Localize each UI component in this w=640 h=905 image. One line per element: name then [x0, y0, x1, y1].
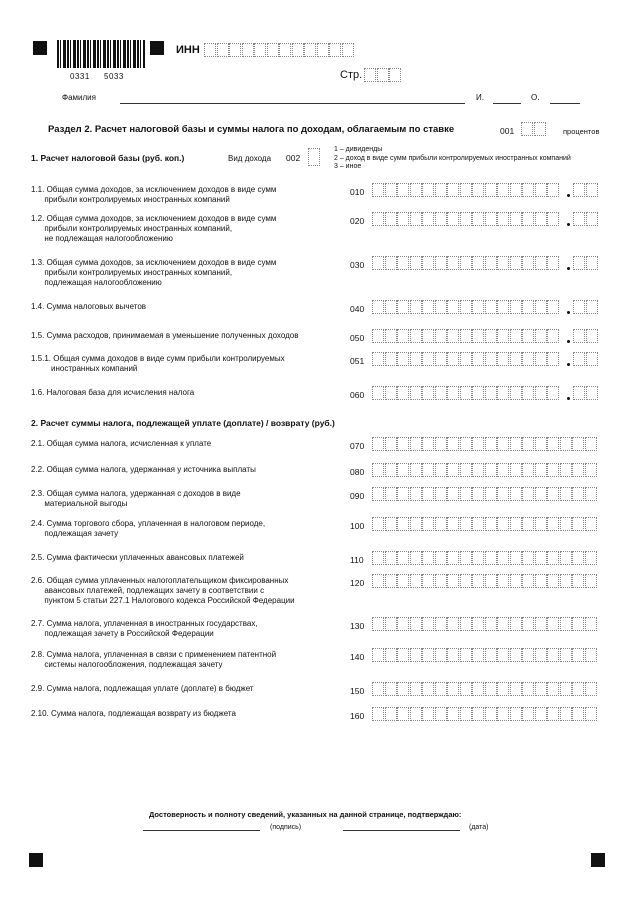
legend-item-3: 3 – иное [334, 163, 362, 170]
part2-row-amount-cells[interactable] [372, 617, 597, 631]
legend-item-1: 1 – дивиденды [334, 146, 383, 153]
date-field[interactable] [343, 830, 460, 831]
part2-row-code: 100 [350, 521, 365, 531]
part2-row-code: 150 [350, 686, 365, 696]
rate-code: 001 [500, 126, 515, 136]
inn-label: ИНН [176, 44, 200, 56]
legend-item-2: 2 – доход в виде сумм прибыли контролируемых иностранных компаний [334, 154, 571, 162]
part1-row-kopecks-cells[interactable] [573, 300, 598, 314]
part2-row-amount-cells[interactable] [372, 574, 597, 588]
part2-row-code: 130 [350, 621, 365, 631]
decimal-point [567, 340, 570, 343]
part1-row-amount-cells[interactable] [372, 212, 560, 226]
signature-label: (подпись) [270, 824, 302, 831]
part2-row-code: 160 [350, 711, 365, 721]
part2-row-label: 2.9. Сумма налога, подлежащая уплате (доплате) в бюджет [31, 684, 254, 693]
corner-marker-bottom-right [591, 853, 605, 867]
decimal-point [567, 223, 570, 226]
barcode-number-right: 5033 [104, 72, 124, 81]
part2-row-label: 2.3. Общая сумма налога, удержанная с доходов в виде материальной выгоды [31, 489, 241, 508]
part1-title: 1. Расчет налоговой базы (руб. коп.) [31, 153, 185, 163]
part2-row-label: 2.6. Общая сумма уплаченных налогоплательщиком фиксированных авансовых платежей, подлежащих зачету в соответствии с пунктом 5 статьи 227.1 Налогового кодекса Российской Федерации [31, 576, 295, 605]
part1-row-kopecks-cells[interactable] [573, 329, 598, 343]
part2-row-amount-cells[interactable] [372, 517, 597, 531]
part1-row-code: 051 [350, 356, 365, 366]
section-title: Раздел 2. Расчет налоговой базы и суммы налога по доходам, облагаемым по ставке [48, 124, 455, 135]
part2-row-label: 2.10. Сумма налога, подлежащая возврату из бюджета [31, 709, 236, 718]
part1-row-kopecks-cells[interactable] [573, 183, 598, 197]
part1-row-amount-cells[interactable] [372, 300, 560, 314]
part1-row-code: 030 [350, 260, 365, 270]
income-type-cell[interactable] [308, 148, 321, 166]
part1-row-label: 1.6. Налоговая база для исчисления налога [31, 388, 195, 397]
part1-row-code: 060 [350, 390, 365, 400]
part1-row-amount-cells[interactable] [372, 256, 560, 270]
date-label: (дата) [469, 824, 489, 831]
decimal-point [567, 363, 570, 366]
part2-row-amount-cells[interactable] [372, 487, 597, 501]
part2-title: 2. Расчет суммы налога, подлежащей уплате (доплате) / возврату (руб.) [31, 418, 335, 428]
income-type-label: Вид дохода [228, 154, 272, 163]
page-label: Стр. [340, 69, 363, 81]
barcode-number-left: 0331 [70, 72, 90, 81]
initial-i-label: И. [476, 93, 484, 102]
decimal-point [567, 194, 570, 197]
rate-cells[interactable] [521, 122, 546, 136]
rate-unit: процентов [563, 127, 600, 136]
part1-row-code: 010 [350, 187, 365, 197]
part1-row-kopecks-cells[interactable] [573, 256, 598, 270]
part2-row-amount-cells[interactable] [372, 551, 597, 565]
corner-marker-bottom-left [29, 853, 43, 867]
income-type-legend [334, 146, 571, 172]
part2-row-code: 120 [350, 578, 365, 588]
part2-row-label: 2.5. Сумма фактически уплаченных авансовых платежей [31, 553, 244, 562]
decimal-point [567, 267, 570, 270]
barcode [57, 40, 145, 68]
part2-row-amount-cells[interactable] [372, 437, 597, 451]
part2-row-code: 070 [350, 441, 365, 451]
decimal-point [567, 397, 570, 400]
part1-row-kopecks-cells[interactable] [573, 212, 598, 226]
initial-i-field[interactable] [493, 103, 521, 104]
part2-row-amount-cells[interactable] [372, 707, 597, 721]
part1-row-amount-cells[interactable] [372, 352, 560, 366]
part2-row-code: 090 [350, 491, 365, 501]
part2-row-label: 2.1. Общая сумма налога, исчисленная к уплате [31, 439, 212, 448]
part1-row-label: 1.1. Общая сумма доходов, за исключением доходов в виде сумм прибыли контролируемых иностранных компаний [31, 185, 277, 204]
part2-row-amount-cells[interactable] [372, 682, 597, 696]
initial-o-field[interactable] [550, 103, 580, 104]
part2-row-label: 2.2. Общая сумма налога, удержанная у источника выплаты [31, 465, 256, 474]
inn-cells[interactable] [204, 43, 354, 57]
part1-row-label: 1.2. Общая сумма доходов, за исключением доходов в виде сумм прибыли контролируемых иностранных компаний, не подлежащая налогообложению [31, 214, 277, 243]
part2-row-amount-cells[interactable] [372, 463, 597, 477]
part2-row-label: 2.8. Сумма налога, уплаченная в связи с применением патентной системы налогообложения, подлежащая зачету [31, 650, 277, 669]
part1-row-label: 1.4. Сумма налоговых вычетов [31, 302, 147, 311]
part2-row-amount-cells[interactable] [372, 648, 597, 662]
corner-marker-top-right [150, 41, 164, 55]
part1-row-amount-cells[interactable] [372, 386, 560, 400]
part1-row-code: 040 [350, 304, 365, 314]
confirm-text: Достоверность и полноту сведений, указанных на данной странице, подтверждаю: [149, 810, 462, 819]
part1-row-kopecks-cells[interactable] [573, 386, 598, 400]
part1-row-label: 1.3. Общая сумма доходов, за исключением доходов в виде сумм прибыли контролируемых иностранных компаний, подлежащая налогообложению [31, 258, 277, 287]
income-type-code: 002 [286, 153, 301, 163]
surname-field[interactable] [120, 103, 465, 104]
surname-label: Фамилия [62, 93, 96, 102]
part1-row-code: 050 [350, 333, 365, 343]
part2-row-label: 2.4. Сумма торгового сбора, уплаченная в налоговом периоде, подлежащая зачету [31, 519, 266, 538]
corner-marker-top-left [33, 41, 47, 55]
part2-row-code: 110 [350, 555, 364, 565]
part2-row-code: 080 [350, 467, 365, 477]
part1-row-amount-cells[interactable] [372, 183, 560, 197]
part1-row-label: 1.5.1. Общая сумма доходов в виде сумм прибыли контролируемых иностранных компаний [31, 354, 285, 373]
part2-row-code: 140 [350, 652, 365, 662]
page-cells[interactable] [364, 68, 402, 82]
part1-row-kopecks-cells[interactable] [573, 352, 598, 366]
part1-row-code: 020 [350, 216, 365, 226]
decimal-point [567, 311, 570, 314]
part1-row-amount-cells[interactable] [372, 329, 560, 343]
signature-field[interactable] [143, 830, 260, 831]
part2-row-label: 2.7. Сумма налога, уплаченная в иностранных государствах, подлежащая зачету в Российской Федерации [31, 619, 258, 638]
part1-row-label: 1.5. Сумма расходов, принимаемая в уменьшение полученных доходов [31, 331, 299, 340]
initial-o-label: О. [531, 93, 540, 102]
